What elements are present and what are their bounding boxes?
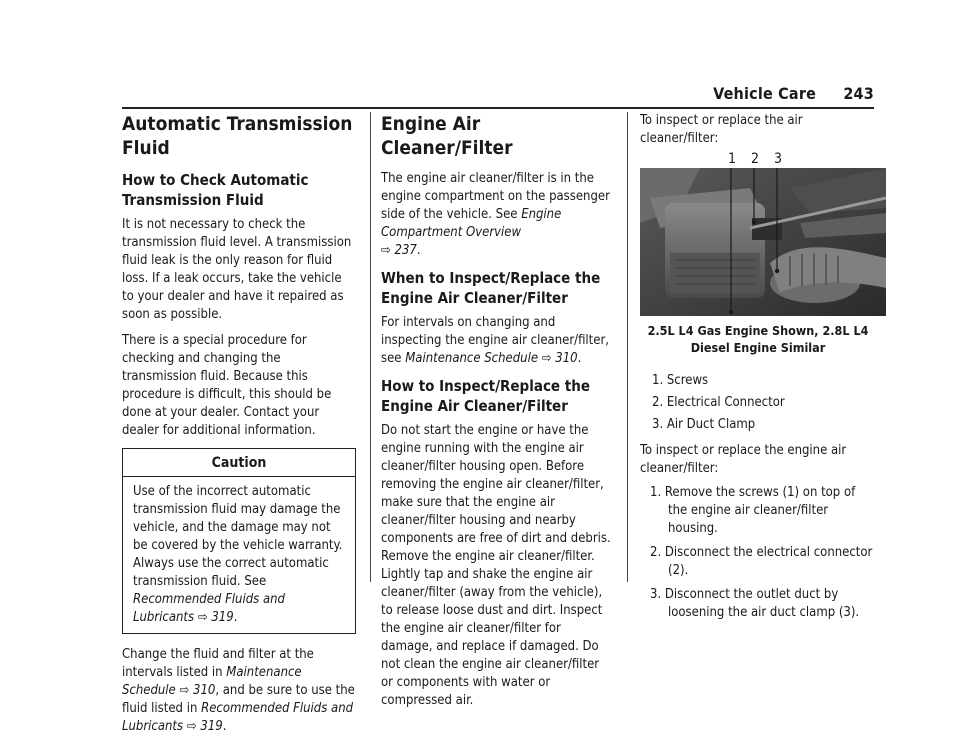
caution-box <box>122 448 356 634</box>
column-divider-right <box>627 112 628 582</box>
caution-page-ref[interactable]: 319 <box>211 610 234 625</box>
xref-arrow-icon: ⇨ <box>179 683 190 698</box>
paragraph: Change the fluid and filter at the intervals listed in Maintenance Schedule ⇨ 310, and be sure to use the fluid listed in Recommended Fluids and Lubricants ⇨ 319. <box>122 647 355 734</box>
page-header <box>713 84 874 103</box>
subheading-check-atf: How to Check Automatic Transmission Fluid <box>122 171 309 209</box>
paragraph: To inspect or replace the engine air cleaner/filter: <box>640 443 847 476</box>
list-item: 3. Disconnect the outlet duct by loosening the air duct clamp (3). <box>650 587 860 620</box>
section-heading-atf: Automatic Transmission Fluid <box>122 113 353 159</box>
page-ref[interactable]: 319 <box>200 719 223 734</box>
list-item: 2. Disconnect the electrical connector (2). <box>650 545 873 578</box>
paragraph: Do not start the engine or have the engine running with the engine air cleaner/filter housing open. Before removing the engine air cleaner/filter, make sure that the engine air cleaner/filter housing and nearby components are free of dirt and debris. Remove the engine air cleaner/filter. Lightly tap and shake the engine air cleaner/filter (away from the vehicle), to release loose dust and dirt. Inspect the engine air cleaner/filter for damage, and replace if damaged. Do not clean the engine air cleaner/filter or components with water or compressed air. <box>381 423 611 708</box>
callout-1: 1 <box>728 151 737 167</box>
column-1 <box>122 112 356 744</box>
text: Change the fluid and filter at the intervals listed in <box>122 647 314 680</box>
page-number: 243 <box>843 84 874 103</box>
column-3 <box>640 112 876 628</box>
xref-arrow-icon: ⇨ <box>541 351 552 366</box>
paragraph: To inspect or replace the air cleaner/filter: <box>640 113 803 146</box>
list-item: 2. Electrical Connector <box>652 395 785 410</box>
text: For intervals on changing and inspecting the engine air cleaner/filter, see <box>381 315 609 366</box>
figure-callouts <box>640 150 876 168</box>
section-title: Vehicle Care <box>713 84 817 103</box>
procedure-steps <box>640 484 876 622</box>
figure-legend <box>640 372 876 434</box>
callout-2: 2 <box>751 151 760 167</box>
page-ref[interactable]: 237 <box>394 243 417 258</box>
list-item: 1. Remove the screws (1) on top of the engine air cleaner/filter housing. <box>650 485 856 536</box>
caution-link[interactable]: Recommended Fluids and Lubricants <box>133 592 285 625</box>
engine-bay-illustration <box>640 168 886 316</box>
paragraph: For intervals on changing and inspecting the engine air cleaner/filter, see Maintenance Schedule ⇨ 310. <box>381 315 609 366</box>
list-item: 1. Screws <box>652 373 709 388</box>
caution-title: Caution <box>123 449 355 477</box>
paragraph: The engine air cleaner/filter is in the engine compartment on the passenger side of the vehicle. See Engine Compartment Overview ⇨ 237. <box>381 171 610 258</box>
xref-arrow-icon: ⇨ <box>197 610 208 625</box>
subheading-when-inspect: When to Inspect/Replace the Engine Air Cleaner/Filter <box>381 269 601 307</box>
figure-caption: 2.5L L4 Gas Engine Shown, 2.8L L4 Diesel Engine Similar <box>647 323 869 355</box>
link-fluids[interactable]: Recommended Fluids and Lubricants <box>122 701 354 734</box>
paragraph: It is not necessary to check the transmission fluid level. A transmission fluid leak is the only reason for fluid loss. If a leak occurs, take the vehicle to your dealer and have it repaired as soon as possible. <box>122 217 352 322</box>
link-maintenance[interactable]: Maintenance Schedule <box>405 351 539 366</box>
subheading-how-inspect: How to Inspect/Replace the Engine Air Cleaner/Filter <box>381 377 591 415</box>
xref-arrow-icon: ⇨ <box>381 243 391 258</box>
xref-arrow-icon: ⇨ <box>186 719 197 734</box>
caution-body: Use of the incorrect automatic transmission fluid may damage the vehicle, and the damage may not be covered by the vehicle warranty. Always use the correct automatic transmission fluid. See <box>133 484 343 589</box>
header-rule <box>122 107 874 109</box>
page-ref[interactable]: 310 <box>555 351 578 366</box>
section-heading-air-filter: Engine Air Cleaner/Filter <box>381 113 513 159</box>
page-ref[interactable]: 310 <box>193 683 216 698</box>
text: The engine air cleaner/filter is in the engine compartment on the passenger side of the vehicle. See <box>381 171 610 222</box>
paragraph: There is a special procedure for checking and changing the transmission fluid. Because this procedure is difficult, this should be done at your dealer. Contact your dealer for additional information. <box>122 333 332 438</box>
engine-photo <box>640 168 886 316</box>
caution-text: Use of the incorrect automatic transmission fluid may damage the vehicle, and the damage may not be covered by the vehicle warranty. Always use the correct automatic transmission fluid. See Recommended Fluids and Lubricants ⇨ 319. <box>133 484 343 625</box>
link-engine-compartment[interactable]: Engine Compartment Overview <box>381 207 562 240</box>
column-divider-left <box>370 112 371 582</box>
link-maintenance[interactable]: Maintenance Schedule <box>122 665 302 698</box>
list-item: 3. Air Duct Clamp <box>652 417 756 432</box>
callout-3: 3 <box>774 151 783 167</box>
text: , and be sure to use the fluid listed in <box>122 683 355 716</box>
column-2 <box>381 112 613 718</box>
